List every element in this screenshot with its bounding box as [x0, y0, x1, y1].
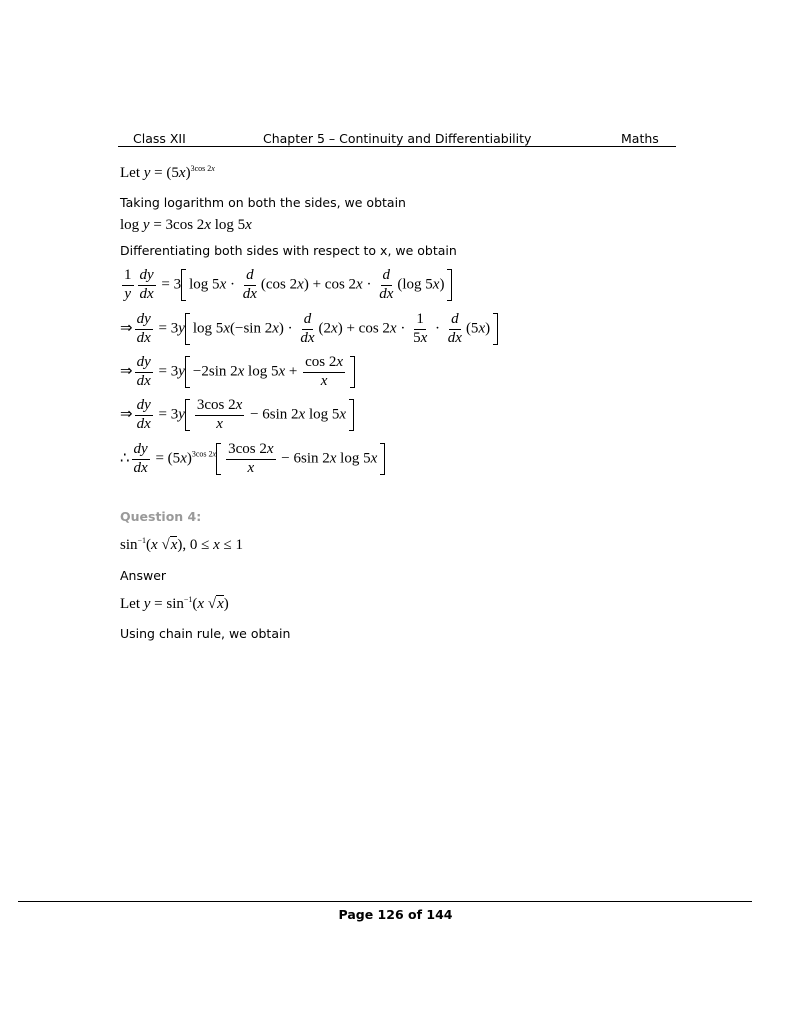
- para-differentiating: Differentiating both sides with respect to x, we obtain: [120, 243, 457, 258]
- math-derivative-step-4: ⇒ $\frac{dy}{dx}$ = 3y $\frac{3\cos 2x}{x}$ − 6sin 2x log 5x: [120, 398, 354, 433]
- page-number: Page 126 of 144: [338, 907, 453, 922]
- math-question-expression: $\sin^{-1}(x$ √x), 0 ≤ x ≤ 1: [120, 536, 243, 553]
- header-class: Class XII: [133, 131, 186, 146]
- math-derivative-step-2: ⇒ $\frac{dy}{dx}$ = 3y log 5x(−sin 2x) · $\frac{d}{dx}$ (2x) + cos 2x · $\frac{1}{5x}$ · $\frac{d}{dx}$ (5x): [120, 312, 498, 347]
- question-label: Question 4:: [120, 509, 202, 524]
- math-answer-let: Let $y = \sin^{-1}(x$ √x): [120, 595, 229, 612]
- math-derivative-result: ∴ $\frac{dy}{dx}$ = $(5x)^{3cos 2x}$ $\frac{3\cos 2x}{x}$ − 6sin 2x log 5x: [120, 442, 385, 477]
- para-chain-rule: Using chain rule, we obtain: [120, 626, 291, 641]
- header-rule: [118, 146, 676, 147]
- answer-label: Answer: [120, 568, 167, 583]
- para-taking-log: Taking logarithm on both the sides, we obtain: [120, 195, 406, 210]
- math-let-y: Let $y = (5x)^{3cos 2x}$: [120, 164, 215, 181]
- math-log-equation: log y = 3cos 2x log 5x: [120, 217, 252, 233]
- footer-rule: [18, 901, 752, 902]
- math-derivative-step-1: $\frac{1}{y}$ $\frac{dy}{dx}$ = 3 log 5x · $\frac{d}{dx}$ (cos 2x) + cos 2x · $\frac{d}{dx}$ (log 5x): [120, 268, 452, 303]
- math-derivative-step-3: ⇒ $\frac{dy}{dx}$ = 3y −2sin 2x log 5x + $\frac{\cos 2x}{x}$: [120, 355, 355, 390]
- header-chapter: Chapter 5 – Continuity and Differentiability: [263, 131, 532, 146]
- header-subject: Maths: [621, 131, 659, 146]
